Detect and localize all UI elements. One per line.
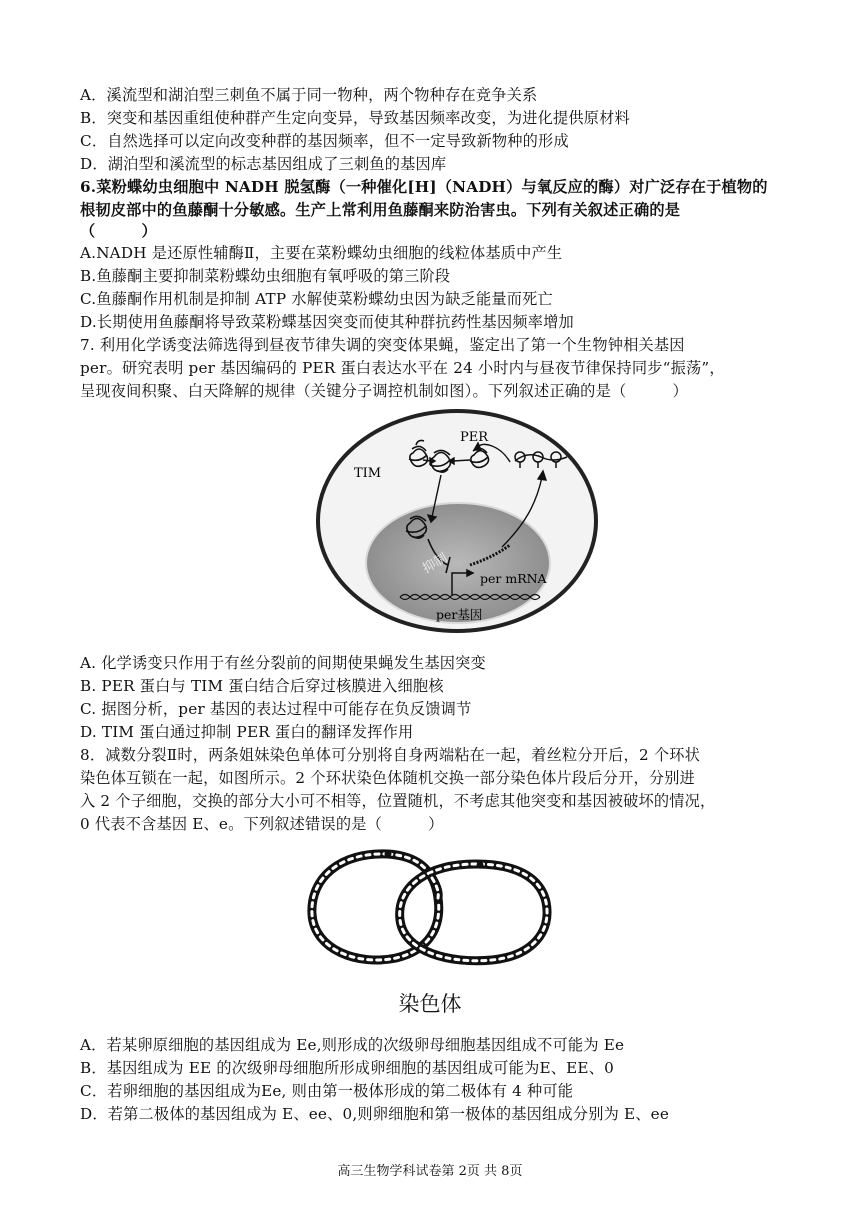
label-per-mrna: per mRNA [480,571,547,586]
q8-stem-line1: 8．减数分裂Ⅱ时，两条姐妹染色单体可分别将自身两端粘在一起，着丝粒分开后，2 个环状 [80,746,701,764]
q8-option-b: B．基因组成为 EE 的次级卵母细胞所形成卵细胞的基因组成可能为E、EE、0 [80,1059,614,1077]
q7-option-c: C. 据图分析，per 基因的表达过程中可能存在负反馈调节 [80,700,472,718]
nucleus [366,503,550,623]
per-regulation-figure [310,405,605,640]
q5-option-b: B．突变和基因重组使种群产生定向变异，导致基因频率改变，为进化提供原材料 [80,109,630,127]
q8-option-c: C．若卵细胞的基因组成为Ee, 则由第一极体形成的第二极体有 4 种可能 [80,1082,574,1100]
q6-option-d: D.长期使用鱼藤酮将导致菜粉蝶基因突变而使其种群抗药性基因频率增加 [80,313,574,331]
q8-stem-line3: 入 2 个子细胞，交换的部分大小可不相等，位置随机，不考虑其他突变和基因被破坏的情况， [80,792,716,810]
q7-stem-line3: 呈现夜间积聚、白天降解的规律（关键分子调控机制如图）。下列叙述正确的是（ ） [80,382,688,400]
label-inhibit: 抑制 [420,550,451,577]
q5-option-c: C．自然选择可以定向改变种群的基因频率，但不一定导致新物种的形成 [80,132,569,150]
q7-stem-line2: per。研究表明 per 基因编码的 PER 蛋白表达水平在 24 小时内与昼夜节律保持同步“振荡”， [80,359,725,377]
q8-option-d: D．若第二极体的基因组成为 E、ee、0,则卵细胞和第一极体的基因组成分别为 E、ee [80,1105,670,1123]
q6-option-a: A.NADH 是还原性辅酶Ⅱ，主要在菜粉蝶幼虫细胞的线粒体基质中产生 [80,244,563,262]
q7-option-d: D. TIM 蛋白通过抑制 PER 蛋白的翻译发挥作用 [80,723,414,741]
q8-stem-line2: 染色体互锁在一起，如图所示。2 个环状染色体随机交换一部分染色体片段后分开，分别进 [80,769,696,787]
label-tim: TIM [354,466,382,481]
label-per-protein: PER [460,430,489,445]
q8-stem-line4: 0 代表不含基因 E、e。下列叙述错误的是（ ） [80,815,444,833]
q5-option-a: A．溪流型和湖泊型三刺鱼不属于同一物种，两个物种存在竞争关系 [80,86,538,104]
centromere-right [477,862,484,869]
q6-stem-line3: （ ） [80,222,157,240]
interlocked-chromosomes-figure [300,838,560,978]
centromere-left [385,851,392,858]
q5-option-d: D．湖泊型和溪流型的标志基因组成了三刺鱼的基因库 [80,155,447,173]
label-per-gene: per基因 [436,607,483,622]
q6-option-b: B.鱼藤酮主要抑制菜粉蝶幼虫细胞有氧呼吸的第三阶段 [80,267,451,285]
q7-option-b: B. PER 蛋白与 TIM 蛋白结合后穿过核膜进入细胞核 [80,677,444,695]
q6-stem-line2: 根韧皮部中的鱼藤酮十分敏感。生产上常利用鱼藤酮来防治害虫。下列有关叙述正确的是 [80,201,681,219]
figure-caption-chromosome: 染色体 [398,992,462,1016]
page-footer: 高三生物学科试卷第 2页 共 8页 [337,1164,523,1179]
q7-stem-line1: 7. 利用化学诱变法筛选得到昼夜节律失调的突变体果蝇，鉴定出了第一个生物钟相关基因 [80,336,685,354]
q7-option-a: A. 化学诱变只作用于有丝分裂前的间期使果蝇发生基因突变 [80,654,486,672]
q6-option-c: C.鱼藤酮作用机制是抑制 ATP 水解使菜粉蝶幼虫因为缺乏能量而死亡 [80,290,553,308]
q6-stem-line1: 6.菜粉蝶幼虫细胞中 NADH 脱氢酶（一种催化[H]（NADH）与氧反应的酶）对广泛存在于植物的 [80,178,768,196]
q8-option-a: A．若某卵原细胞的基因组成为 Ee,则形成的次级卵母细胞基因组成不可能为 Ee [80,1036,625,1054]
